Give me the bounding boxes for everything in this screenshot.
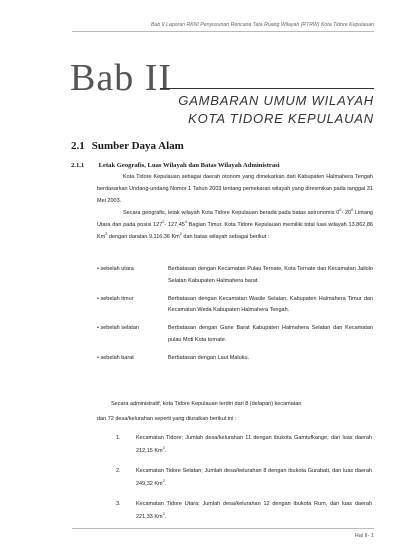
boundary-row (97, 264, 373, 288)
chapter-number: Bab II (70, 57, 173, 99)
list-marker: 2. (116, 468, 121, 474)
page-number: Hal II- 1 (354, 533, 374, 539)
district-list (116, 432, 372, 531)
header-divider (72, 31, 374, 32)
list-item: 2. Kecamatan Tidore Selatan; Jumlah desa/kelurahan 8 dengan ibukota Gurabati, dan luas daerah 249,32 Km$^2$. (136, 465, 372, 491)
list-item-text: Kecamatan Tidore Selatan; Jumlah desa/kelurahan 8 dengan ibukota Gurabati, dan luas daerah 249,32 Km (136, 468, 372, 487)
list-item: 3. Kecamatan Tidore Utara; Jumlah desa/kelurahan 12 dengan ibukota Rum, dan luas daerah 221,33 Km$^2$. (136, 498, 372, 524)
list-item-text: Kecamatan Tidore Utara; Jumlah desa/kelurahan 12 dengan ibukota Rum, dan luas daerah 221,33 Km (136, 501, 372, 520)
boundary-description: Berbatasan dengan Laut Maluku. (168, 354, 250, 361)
boundary-description: Berbatasan dengan Gane Barat Kabupaten Halmahera Selatan dan Kecamatan pulau Moti Kota ternate. (168, 325, 373, 343)
boundary-list (97, 264, 373, 371)
boundary-direction: • sebelah selatan (97, 325, 139, 332)
section-title: Sumber Daya Alam (91, 140, 184, 152)
section-number: 2.1 (71, 140, 85, 152)
chapter-title-line1: GAMBARAN UMUM WILAYAH (178, 93, 374, 108)
boundary-direction: • sebelah barat (97, 354, 134, 361)
subsection-number: 2.1.1 (71, 162, 85, 169)
boundary-direction: • sebelah utara (97, 266, 134, 272)
chapter-title-line2: KOTA TIDORE KEPULAUAN (188, 111, 374, 126)
boundary-direction: • sebelah timur (97, 295, 134, 302)
footer-divider (72, 528, 374, 529)
list-item: 1. Kecamatan Tidore; Jumlah desa/kelurahan 11 dengan ibukota Gamtufkange, dan luas daerah 212,15 Km$^2$. (136, 432, 372, 458)
paragraph-geography: Secara geografis, letak wilayah Kota Tidore Kepulauan berada pada batas astronomis $0^0-$ $20^0$ Lintang Utara dan pada posisi $127^0-$ 127,45$^0$ Bagian Timur. Kota Tidore Kepulauan memiliki total luas wilayah 13.862,86 Km$^2$ dengan daratan 9.116,36 Km$^2$ dan batas wilayah sebagai berikut : (97, 208, 373, 240)
section-heading (71, 140, 184, 152)
boundary-description: Berbatasan dengan Kecamatan Wasile Selatan, Kabupaten Halmahera Timur dan Kecamatan Weda Kabupaten Halmahera Tengah. (168, 295, 373, 314)
list-item-text: Kecamatan Tidore; Jumlah desa/kelurahan 11 dengan ibukota Gamtufkange, dan luas daerah 212,15 Km (136, 435, 372, 454)
subsection-title: Letak Geografis, Luas Wilayah dan Batas Wilayah Administrasi (98, 162, 280, 169)
paragraph-intro: Kota Tidore Kepulauan sebagai daerah otonom yang dimekarkan dari Kabupaten Halmahera Tengah berdasarkan Undang-undang Nomor 1 Tahun 2003 tentang pemekaran wilayah yang diresmikan pada tanggal 31 Mei 2003. (97, 174, 373, 204)
paragraph-administrative: Secara administratif, kota Tidore Kepulauan terdiri dari 8 (delapan) kecamatan (111, 401, 302, 407)
boundary-description: Berbatasan dengan Kecamatan Pulau Ternate, Kota Ternate dan Kecamatan Jailolo Selatan Kabupaten Halmahera barat. (168, 266, 373, 284)
running-header: Bab II Laporan RKNI Penyusunan Rencana Tata Ruang Wilayah (RTRW) Kota Tidore Kepulauan (150, 22, 374, 28)
boundary-row (97, 294, 373, 318)
chapter-divider (160, 88, 374, 89)
list-marker: 1. (116, 435, 121, 441)
list-marker: 3. (116, 501, 121, 507)
boundary-row (97, 323, 373, 347)
paragraph-administrative-cont: dan 72 desa/kelurahan seperti yang diuraikan berikut ini : (97, 416, 237, 422)
boundary-row (97, 353, 373, 365)
subsection-heading (71, 162, 280, 169)
